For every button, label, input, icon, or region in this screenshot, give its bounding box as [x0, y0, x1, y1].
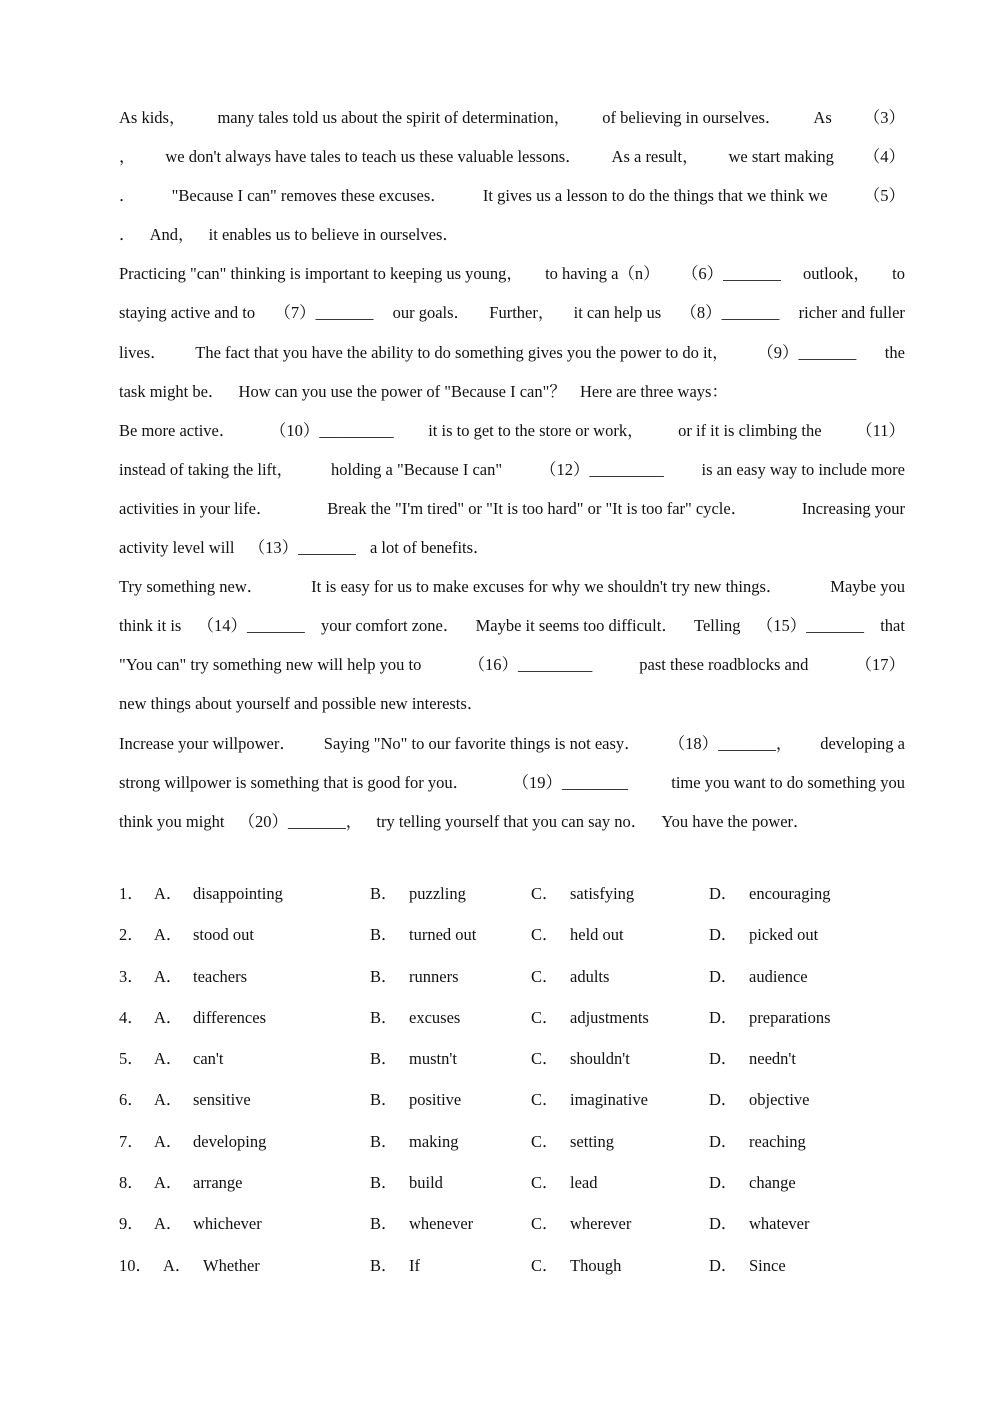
passage-line: [119, 98, 905, 137]
text-segment: Increasing your: [801, 498, 905, 518]
option-letter-c: C．: [531, 966, 559, 986]
text-segment: Practicing "can" thinking is important to keeping us young，: [119, 264, 523, 284]
option-letter-a: A．: [154, 1131, 183, 1151]
option-text-a: differences: [193, 1007, 266, 1027]
blank-marker: （12）_________: [539, 459, 664, 479]
option-text-a: whichever: [193, 1214, 262, 1234]
question-number: 10．: [119, 1255, 152, 1275]
option-text-b: mustn't: [409, 1049, 457, 1069]
text-segment: try telling yourself that you can say no．: [376, 811, 648, 831]
question-number: 7．: [119, 1131, 144, 1151]
option-letter-d: D．: [709, 1255, 738, 1275]
option-text-a: arrange: [193, 1173, 243, 1193]
blank-marker: （14）_______: [197, 616, 305, 636]
question-row: [119, 997, 905, 1038]
blank-marker: （19）________: [512, 772, 628, 792]
text-segment: As kids，: [119, 108, 186, 127]
option-letter-a: A．: [154, 884, 183, 903]
option-letter-c: C．: [531, 925, 559, 945]
question-number: 6．: [119, 1090, 144, 1110]
text-segment: of believing in ourselves．: [602, 108, 782, 127]
text-segment: new things about yourself and possible new interests．: [119, 694, 484, 714]
text-segment: it enables us to believe in ourselves．: [208, 225, 459, 245]
option-letter-d: D．: [709, 1090, 738, 1110]
question-row: [119, 1203, 905, 1244]
option-letter-d: D．: [709, 1173, 738, 1193]
option-letter-c: C．: [531, 884, 559, 903]
text-segment: the: [884, 342, 905, 362]
text-segment: lives．: [119, 342, 167, 362]
text-segment: our goals．: [392, 303, 471, 323]
option-letter-a: A．: [154, 1090, 183, 1110]
option-letter-d: D．: [709, 1007, 738, 1027]
question-row: [119, 956, 905, 997]
text-segment: to having a（n）: [545, 264, 660, 284]
option-text-d: audience: [749, 966, 808, 986]
text-segment: activities in your life．: [119, 498, 273, 518]
option-letter-c: C．: [531, 1090, 559, 1110]
option-text-b: making: [409, 1131, 459, 1151]
text-segment: many tales told us about the spirit of determination，: [217, 108, 571, 127]
option-text-d: picked out: [749, 925, 819, 945]
text-segment: holding a "Because I can": [331, 459, 503, 479]
option-text-c: wherever: [570, 1214, 632, 1234]
option-text-d: encouraging: [749, 884, 831, 903]
blank-marker: （15）_______: [756, 616, 864, 636]
option-letter-b: B．: [370, 966, 398, 986]
option-text-c: satisfying: [570, 884, 635, 903]
option-letter-a: A．: [154, 1049, 183, 1069]
blank-marker: （9）_______: [757, 342, 857, 362]
option-letter-a: A．: [154, 1007, 183, 1027]
option-text-a: stood out: [193, 925, 254, 945]
text-segment: richer and fuller: [798, 303, 905, 323]
option-text-c: imaginative: [570, 1090, 648, 1110]
text-segment: task might be．: [119, 381, 225, 401]
passage-line: [119, 411, 905, 450]
option-text-a: can't: [193, 1049, 224, 1069]
text-segment: it is to get to the store or work，: [428, 420, 644, 440]
option-text-c: adjustments: [570, 1007, 649, 1027]
option-text-a: developing: [193, 1131, 267, 1151]
option-letter-b: B．: [370, 925, 398, 945]
blank-marker: （7）_______: [274, 303, 374, 323]
text-segment: It is easy for us to make excuses for why we shouldn't try new things．: [311, 577, 783, 597]
option-letter-d: D．: [709, 966, 738, 986]
section-heading: Be more active．: [119, 420, 236, 440]
question-row: [119, 1121, 905, 1162]
option-letter-b: B．: [370, 1255, 398, 1275]
option-text-a: Whether: [203, 1255, 260, 1275]
option-text-b: runners: [409, 966, 459, 986]
passage-line: [119, 372, 905, 411]
text-segment: Further，: [489, 303, 555, 323]
option-letter-d: D．: [709, 1214, 738, 1234]
option-letter-a: A．: [154, 925, 183, 945]
text-segment: think it is: [119, 616, 182, 636]
option-text-c: adults: [570, 966, 610, 986]
option-text-d: needn't: [749, 1049, 796, 1069]
text-segment: Maybe you: [830, 577, 905, 597]
passage-line: [119, 137, 905, 176]
passage-line: [119, 450, 905, 489]
option-text-b: build: [409, 1173, 443, 1193]
blank-marker: （20）_______，: [238, 811, 363, 831]
blank-marker: （17）: [855, 655, 905, 675]
option-letter-d: D．: [709, 925, 738, 945]
option-letter-c: C．: [531, 1173, 559, 1193]
option-letter-d: D．: [709, 1131, 738, 1151]
option-text-c: held out: [570, 925, 624, 945]
section-heading: Increase your willpower．: [119, 733, 296, 753]
text-segment: Break the "I'm tired" or "It is too hard" or "It is too far" cycle．: [327, 498, 748, 518]
option-letter-a: A．: [154, 966, 183, 986]
text-segment: we don't always have tales to teach us these valuable lessons．: [165, 147, 582, 167]
text-segment: The fact that you have the ability to do something gives you the power to do it，: [195, 342, 729, 362]
text-segment: strong willpower is something that is good for you．: [119, 772, 470, 792]
text-segment: your comfort zone．: [321, 616, 460, 636]
option-letter-c: C．: [531, 1255, 559, 1275]
question-row: [119, 1038, 905, 1079]
option-text-d: preparations: [749, 1007, 831, 1027]
blank-marker: （8）_______: [680, 303, 780, 323]
text-segment: or if it is climbing the: [678, 420, 822, 440]
text-segment: we start making: [728, 147, 834, 167]
option-text-d: objective: [749, 1090, 810, 1110]
blank-marker: （10）_________: [269, 420, 394, 440]
text-segment: Here are three ways：: [579, 381, 728, 401]
question-number: 2．: [119, 925, 144, 945]
text-segment: to: [892, 264, 905, 284]
option-text-a: sensitive: [193, 1090, 251, 1110]
blank-marker: （5）: [863, 186, 905, 206]
passage-line: [119, 293, 905, 332]
passage-line: [119, 528, 905, 567]
cloze-passage: [119, 98, 905, 841]
option-letter-b: B．: [370, 884, 398, 903]
option-letter-c: C．: [531, 1131, 559, 1151]
question-number: 8．: [119, 1173, 144, 1193]
text-segment: Telling: [694, 616, 741, 636]
option-text-a: disappointing: [193, 884, 283, 903]
passage-line: [119, 763, 905, 802]
passage-line: [119, 802, 905, 841]
text-segment: a lot of benefits．: [369, 538, 490, 558]
blank-marker: （18）_______，: [668, 733, 793, 753]
passage-line: [119, 489, 905, 528]
passage-line: [119, 176, 905, 215]
option-letter-c: C．: [531, 1214, 559, 1234]
blank-marker: （16）_________: [468, 655, 593, 675]
text-segment: past these roadblocks and: [639, 655, 809, 675]
text-segment: It gives us a lesson to do the things that we think we: [482, 186, 828, 206]
text-segment: staying active and to: [119, 303, 256, 323]
option-letter-d: D．: [709, 884, 738, 903]
option-text-c: Though: [570, 1255, 622, 1275]
text-segment: "Because I can" removes these excuses．: [171, 186, 447, 206]
option-text-d: whatever: [749, 1214, 810, 1234]
text-segment: developing a: [820, 733, 905, 753]
option-text-c: shouldn't: [570, 1049, 630, 1069]
option-text-a: teachers: [193, 966, 248, 986]
question-number: 3．: [119, 966, 144, 986]
question-row: [119, 1162, 905, 1203]
blank-marker: （13）_______: [248, 538, 356, 558]
option-text-d: change: [749, 1173, 796, 1193]
text-segment: it can help us: [573, 303, 662, 323]
text-segment: Maybe it seems too difficult．: [475, 616, 678, 636]
question-row: [119, 873, 905, 914]
section-heading: Try something new．: [119, 577, 264, 597]
option-letter-b: B．: [370, 1049, 398, 1069]
option-text-d: Since: [749, 1255, 786, 1275]
option-letter-a: A．: [163, 1255, 192, 1275]
text-segment: Saying "No" to our favorite things is not easy．: [323, 733, 641, 753]
option-letter-c: C．: [531, 1049, 559, 1069]
passage-line: [119, 333, 905, 372]
option-letter-b: B．: [370, 1214, 398, 1234]
option-text-b: turned out: [409, 925, 477, 945]
passage-line: [119, 567, 905, 606]
passage-line: [119, 254, 905, 293]
text-segment: "You can" try something new will help you to: [119, 655, 422, 675]
text-segment: that: [880, 616, 905, 636]
option-text-b: puzzling: [409, 884, 466, 903]
question-number: 5．: [119, 1049, 144, 1069]
passage-line: [119, 645, 905, 684]
text-segment: is an easy way to include more: [701, 459, 905, 479]
text-segment: instead of taking the lift，: [119, 459, 294, 479]
text-segment: ．: [119, 225, 136, 245]
option-text-c: setting: [570, 1131, 614, 1151]
text-segment: ．: [119, 186, 136, 206]
blank-marker: （11）: [856, 420, 905, 440]
text-segment: activity level will: [119, 538, 235, 558]
text-segment: outlook，: [803, 264, 870, 284]
question-row: [119, 1245, 905, 1286]
option-letter-a: A．: [154, 1214, 183, 1234]
question-number: 1．: [119, 884, 144, 903]
passage-line: [119, 724, 905, 763]
option-text-c: lead: [570, 1173, 598, 1193]
option-text-d: reaching: [749, 1131, 806, 1151]
answer-options: [119, 873, 905, 1286]
option-letter-a: A．: [154, 1173, 183, 1193]
text-segment: How can you use the power of "Because I can"？: [238, 381, 566, 401]
option-letter-b: B．: [370, 1090, 398, 1110]
option-letter-b: B．: [370, 1131, 398, 1151]
option-text-b: whenever: [409, 1214, 474, 1234]
option-letter-b: B．: [370, 1173, 398, 1193]
passage-line: [119, 606, 905, 645]
option-letter-d: D．: [709, 1049, 738, 1069]
blank-marker: （6）_______: [681, 264, 781, 284]
passage-line: [119, 684, 905, 723]
text-segment: time you want to do something you: [671, 772, 905, 792]
blank-marker: （4）: [863, 147, 905, 167]
text-segment: ，: [119, 147, 136, 167]
option-text-b: positive: [409, 1090, 462, 1110]
passage-line: [119, 215, 905, 254]
question-number: 9．: [119, 1214, 144, 1234]
text-segment: think you might: [119, 811, 225, 831]
question-row: [119, 914, 905, 955]
option-letter-c: C．: [531, 1007, 559, 1027]
option-text-b: If: [409, 1255, 420, 1275]
question-number: 4．: [119, 1007, 144, 1027]
text-segment: You have the power．: [661, 811, 810, 831]
text-segment: As: [813, 108, 832, 127]
text-segment: And，: [149, 225, 195, 245]
text-segment: As a result，: [611, 147, 699, 167]
blank-marker: （3）: [863, 108, 905, 127]
question-row: [119, 1079, 905, 1120]
option-text-b: excuses: [409, 1007, 461, 1027]
option-letter-b: B．: [370, 1007, 398, 1027]
